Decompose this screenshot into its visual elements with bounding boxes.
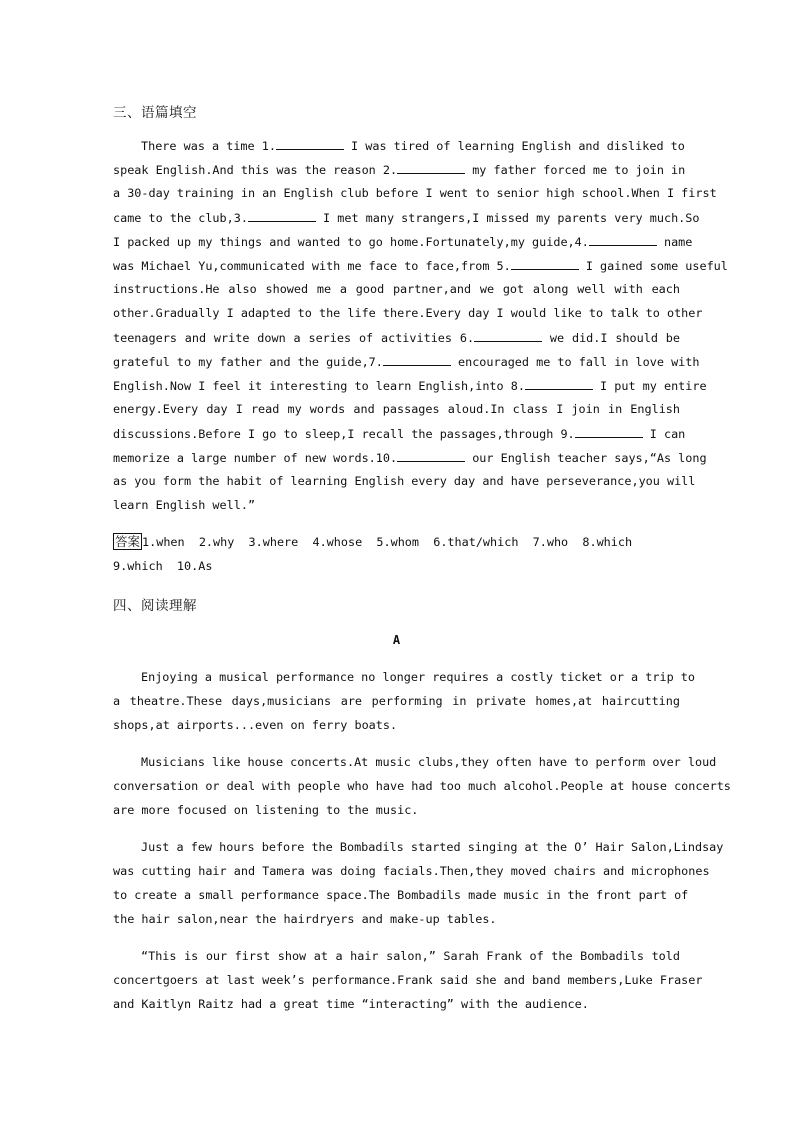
- cloze-text: was Michael Yu,communicated with me face to face,from 5.: [113, 259, 511, 273]
- cloze-line: [141, 138, 685, 153]
- cloze-text: other.Gradually I adapted to the life there.Every day I would like to talk to other: [113, 306, 703, 320]
- answer-blank: [383, 354, 451, 366]
- cloze-text: encouraged me to fall in love with: [450, 355, 700, 369]
- cloze-line: [113, 450, 707, 465]
- cloze-text: we did.I should be: [542, 331, 680, 345]
- cloze-text: speak English.And this was the reason 2.: [113, 163, 398, 177]
- paragraph-line: Enjoying a musical performance no longer requires a costly ticket or a trip to: [141, 670, 695, 684]
- cloze-line: [113, 402, 680, 416]
- cloze-line: [113, 354, 700, 369]
- cloze-text: our English teacher says,“As long: [465, 451, 707, 465]
- passage-title: A: [392, 633, 401, 647]
- cloze-line: [113, 258, 728, 273]
- answer-blank: [511, 258, 579, 270]
- cloze-text: my father forced me to join in: [465, 163, 686, 177]
- paragraph-line: “This is our first show at a hair salon,” Sarah Frank of the Bombadils told: [141, 949, 680, 963]
- cloze-text: I packed up my things and wanted to go home.Fortunately,my guide,4.: [113, 235, 589, 249]
- cloze-line: [113, 498, 680, 512]
- paragraph-line: and Kaitlyn Raitz had a great time “interacting” with the audience.: [113, 997, 589, 1011]
- paragraph-line: a theatre.These days,musicians are performing in private homes,at haircutting: [113, 694, 680, 708]
- cloze-text: There was a time 1.: [141, 139, 276, 153]
- cloze-text: a 30-day training in an English club before I went to senior high school.When I first: [113, 186, 717, 200]
- cloze-text: as you form the habit of learning English every day and have perseverance,you will: [113, 474, 696, 488]
- cloze-line: [113, 234, 693, 249]
- cloze-text: I gained some useful: [578, 259, 728, 273]
- section-3-heading: 三、语篇填空: [113, 105, 197, 121]
- paragraph-line: are more focused on listening to the music.: [113, 803, 419, 817]
- paragraph-line: Musicians like house concerts.At music clubs,they often have to perform over loud: [141, 755, 717, 769]
- answer-blank: [589, 234, 657, 246]
- paragraph-line: shops,at airports...even on ferry boats.: [113, 718, 398, 732]
- answer-line-2: 9.which 10.As: [113, 559, 213, 573]
- cloze-line: [113, 282, 680, 296]
- cloze-text: English.Now I feel it interesting to learn English,into 8.: [113, 379, 525, 393]
- cloze-line: [113, 426, 686, 441]
- cloze-line: [113, 306, 703, 320]
- cloze-line: [113, 210, 700, 225]
- cloze-line: [113, 162, 686, 177]
- answer-blank: [397, 162, 465, 174]
- cloze-text: came to the club,3.: [113, 211, 248, 225]
- cloze-text: I was tired of learning English and disliked to: [343, 139, 685, 153]
- cloze-line: [113, 474, 696, 488]
- section-4-heading: 四、阅读理解: [113, 598, 197, 614]
- answer-label: 答案: [115, 534, 141, 549]
- paragraph-line: was cutting hair and Tamera was doing facials.Then,they moved chairs and microphones: [113, 864, 710, 878]
- paragraph-line: conversation or deal with people who have had too much alcohol.People at house concerts: [113, 779, 731, 793]
- cloze-text: teenagers and write down a series of activities 6.: [113, 331, 475, 345]
- paragraph-line: to create a small performance space.The Bombadils made music in the front part of: [113, 888, 689, 902]
- answer-line-1: [113, 534, 632, 550]
- cloze-line: [113, 378, 707, 393]
- cloze-text: instructions.He also showed me a good partner,and we got along well with each: [113, 282, 680, 296]
- cloze-line: [113, 330, 680, 344]
- cloze-line: [113, 186, 717, 200]
- answer-blank: [248, 210, 316, 222]
- paragraph-line: the hair salon,near the hairdryers and make-up tables.: [113, 912, 497, 926]
- cloze-text: name: [656, 235, 693, 249]
- cloze-text: memorize a large number of new words.10.: [113, 451, 398, 465]
- paragraph-line: Just a few hours before the Bombadils started singing at the O’ Hair Salon,Lindsay: [141, 840, 724, 854]
- answer-blank: [525, 378, 593, 390]
- paragraph-line: concertgoers at last week’s performance.Frank said she and band members,Luke Fraser: [113, 973, 703, 987]
- answer-blank: [474, 330, 542, 342]
- answer-blank: [397, 450, 465, 462]
- cloze-text: discussions.Before I go to sleep,I recall the passages,through 9.: [113, 427, 575, 441]
- cloze-text: learn English well.”: [113, 498, 256, 512]
- answer-text-1: 1.when 2.why 3.where 4.whose 5.whom 6.that/which 7.who 8.which: [142, 535, 633, 549]
- cloze-text: energy.Every day I read my words and passages aloud.In class I join in English: [113, 402, 680, 416]
- cloze-text: grateful to my father and the guide,7.: [113, 355, 383, 369]
- answer-blank: [575, 426, 643, 438]
- cloze-text: I met many strangers,I missed my parents very much.So: [315, 211, 700, 225]
- cloze-text: I can: [642, 427, 686, 441]
- cloze-text: I put my entire: [592, 379, 707, 393]
- answer-blank: [276, 138, 344, 150]
